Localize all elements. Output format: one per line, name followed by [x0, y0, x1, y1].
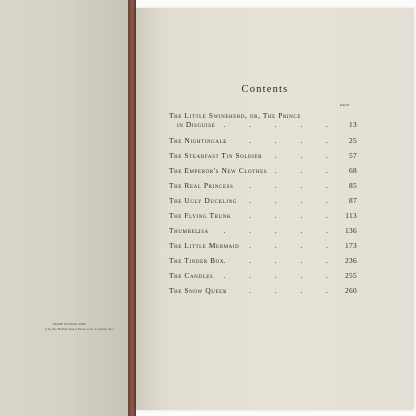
book-cover-edge [128, 0, 136, 416]
entry-page-number: 136 [345, 226, 357, 235]
leader-dots: . . . [274, 151, 339, 160]
leader-dots: . . . . [249, 181, 339, 190]
leader-dots: . . . . . [223, 286, 339, 295]
contents-heading: Contents [241, 84, 289, 95]
contents-entry [169, 166, 357, 178]
entry-title: The Little Mermaid [169, 241, 240, 250]
entry-page-number: 57 [349, 151, 357, 160]
entry-page-number: 68 [349, 166, 357, 175]
entry-title: The Little Swineherd, or, The Prince [169, 111, 301, 120]
entry-page-number: 25 [349, 136, 357, 145]
entry-title: The Real Princess [169, 181, 234, 190]
leader-dots: . . . . [249, 241, 339, 250]
contents-entry [169, 241, 357, 253]
leader-dots: . . . . . [223, 271, 339, 280]
entry-page-number: 113 [345, 211, 357, 220]
leader-dots: . . . . . . [197, 226, 339, 235]
contents-entry [169, 226, 357, 238]
contents-entry [169, 111, 357, 129]
made-in-england-text: MADE IN ENGLAND [52, 322, 86, 326]
page-column-label: PAGE [340, 103, 350, 107]
entry-title: The Steadfast Tin Soldier [169, 151, 263, 160]
leader-dots: . . . . . [223, 120, 339, 129]
contents-entry [169, 211, 357, 223]
entry-title: The Snow Queen [169, 286, 227, 295]
leader-dots: . . . . . [223, 136, 339, 145]
entry-page-number: 13 [349, 120, 357, 129]
printer-imprint [0, 322, 128, 332]
contents-entry [169, 256, 357, 268]
printer-line: d by the Hollen Street Press, Ltd., London, W.1 [44, 327, 114, 331]
left-page [0, 0, 129, 416]
entry-title: Thumbelisa [169, 226, 209, 235]
contents-entry [169, 136, 357, 148]
contents-entry [169, 271, 357, 283]
entry-title: The Flying Trunk [169, 211, 232, 220]
contents-entry [169, 181, 357, 193]
contents-entry [169, 286, 357, 298]
contents-entry [169, 151, 357, 163]
leader-dots: . . . . [249, 196, 339, 205]
entry-page-number: 87 [349, 196, 357, 205]
contents-entry [169, 196, 357, 208]
entry-page-number: 260 [345, 286, 357, 295]
leader-dots: . . . [274, 166, 339, 175]
entry-page-number: 85 [349, 181, 357, 190]
right-page [136, 8, 414, 410]
entry-title: The Emperor's New Clothes [169, 166, 268, 175]
entry-page-number: 173 [345, 241, 357, 250]
leader-dots: . . . . . [223, 256, 339, 265]
entry-title: The Ugly Duckling [169, 196, 238, 205]
entry-page-number: 255 [345, 271, 357, 280]
leader-dots: . . . . [249, 211, 339, 220]
entry-title: The Tinder Box [169, 256, 225, 265]
entry-title: The Candles [169, 271, 214, 280]
entry-page-number: 236 [345, 256, 357, 265]
entry-title: The Nightingale [169, 136, 227, 145]
entry-title-continuation: in Disguise [177, 120, 216, 129]
